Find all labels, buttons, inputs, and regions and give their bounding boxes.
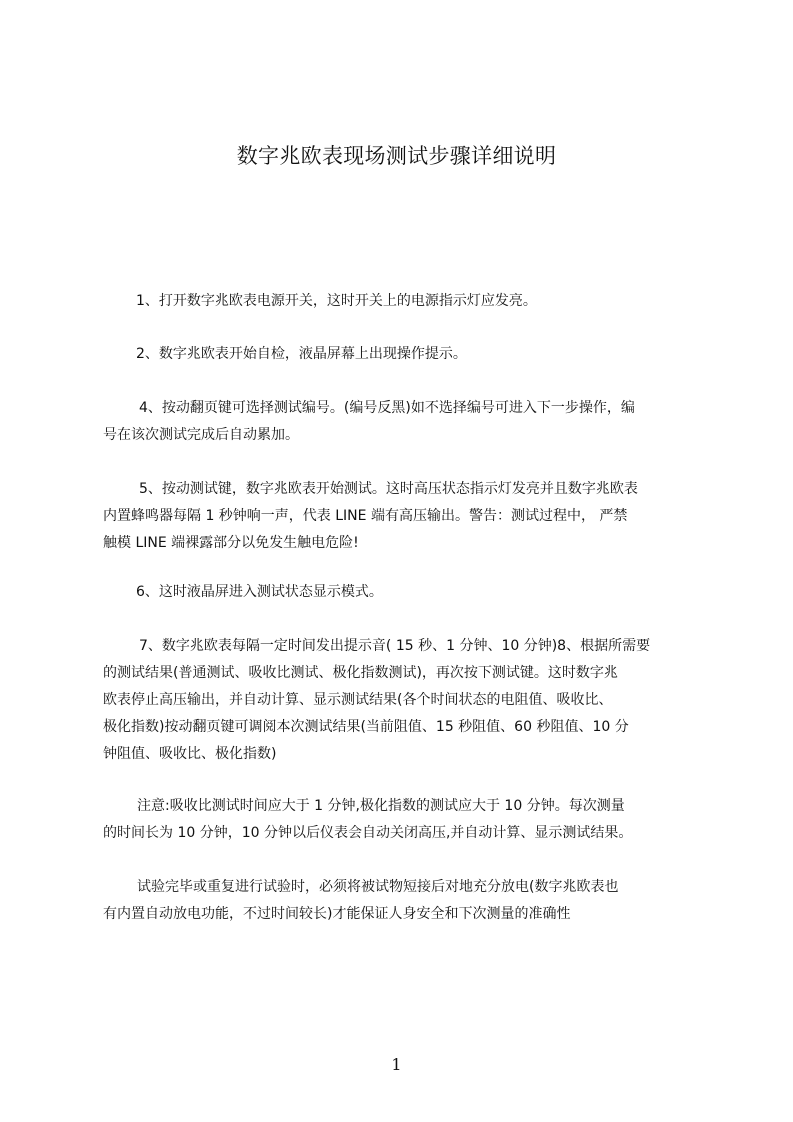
paragraph-line: 4、按动翻页键可选择测试编号。(编号反黑)如不选择编号可进入下一步操作，编 — [139, 400, 635, 416]
paragraph-line: 触模 LINE 端裸露部分以免发生触电危险! — [103, 535, 359, 551]
paragraph-line: 5、按动测试键，数字兆欧表开始测试。这时高压状态指示灯发亮并且数字兆欧表 — [139, 481, 638, 497]
paragraph-line: 试验完毕或重复进行试验时，必须将被试物短接后对地充分放电(数字兆欧表也 — [137, 879, 619, 895]
paragraph-6 — [103, 633, 713, 768]
paragraph-line: 6、这时液晶屏进入测试状态显示模式。 — [136, 584, 383, 600]
paragraph-line: 注意:吸收比测试时间应大于 1 分钟,极化指数的测试应大于 10 分钟。每次测量 — [137, 798, 625, 814]
paragraph-line: 欧表停止高压输出，并自动计算、显示测试结果(各个时间状态的电阻值、吸收比、 — [103, 692, 613, 708]
paragraph-line: 极化指数)按动翻页键可调阅本次测试结果(当前阻值、15 秒阻值、60 秒阻值、10 分 — [103, 719, 629, 735]
paragraph-7 — [103, 793, 713, 847]
paragraph-1 — [103, 288, 713, 315]
paragraph-5 — [103, 579, 713, 606]
paragraph-line: 的测试结果(普通测试、吸收比测试、极化指数测试)，再次按下测试键。这时数字兆 — [103, 665, 618, 681]
paragraph-line: 钟阻值、吸收比、极化指数) — [103, 746, 277, 762]
paragraph-line: 内置蜂鸣器每隔 1 秒钟响一声，代表 LINE 端有高压输出。警告：测试过程中， 严禁 — [103, 508, 628, 524]
paragraph-line: 2、数字兆欧表开始自检，液晶屏幕上出现操作提示。 — [136, 346, 467, 362]
paragraph-2 — [103, 341, 713, 368]
paragraph-8 — [103, 874, 713, 928]
paragraph-line: 有内置自动放电功能，不过时间较长)才能保证人身安全和下次测量的准确性 — [103, 906, 571, 922]
paragraph-4 — [103, 476, 713, 557]
paragraph-line: 号在该次测试完成后自动累加。 — [103, 427, 299, 443]
paragraph-line: 1、打开数字兆欧表电源开关，这时开关上的电源指示灯应发亮。 — [136, 293, 537, 309]
page-number: 1 — [391, 1055, 402, 1074]
page-title: 数字兆欧表现场测试步骤详细说明 — [236, 144, 557, 168]
paragraph-line: 的时间长为 10 分钟，10 分钟以后仪表会自动关闭高压,并自动计算、显示测试结果。 — [103, 825, 633, 841]
paragraph-line: 7、数字兆欧表每隔一定时间发出提示音( 15 秒、1 分钟、10 分钟)8、根据所需要 — [139, 638, 651, 654]
paragraph-3 — [103, 395, 713, 449]
